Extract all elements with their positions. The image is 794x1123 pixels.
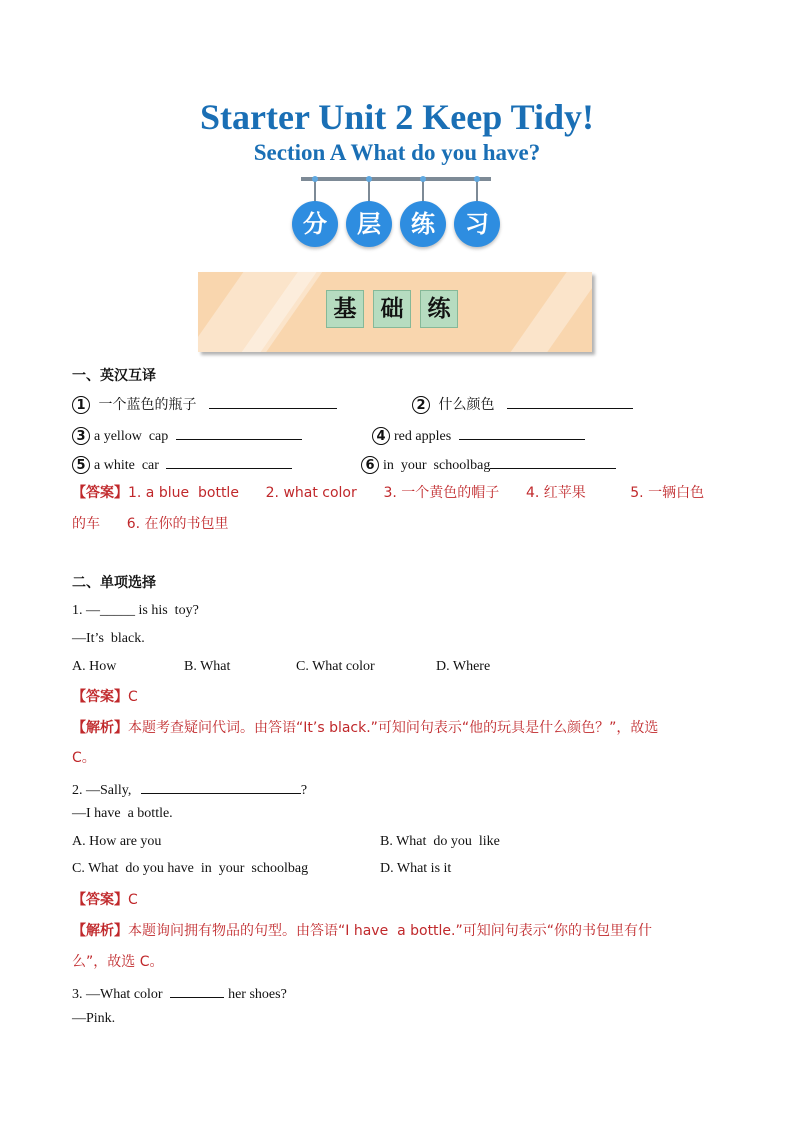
answer-value: C [128, 689, 138, 705]
option-a[interactable]: A. How [72, 659, 117, 674]
question-stem [72, 779, 307, 799]
page-subtitle: Section A What do you have? [253, 140, 541, 165]
answer-line [72, 686, 138, 706]
answer-text-cont: 的车 6. 在你的书包里 [72, 516, 229, 532]
option-d[interactable]: D. Where [436, 659, 491, 674]
item-text: red apples [394, 429, 452, 444]
item-text: in your schoolbag [383, 458, 491, 473]
analysis-text: 本题考查疑问代词。由答语“It’s black.”可知问句表示“他的玩具是什么颜色？”，故选 [128, 720, 659, 736]
item-3 [72, 425, 302, 445]
answer-blank[interactable] [166, 454, 292, 469]
stem-text-end: ? [300, 783, 308, 798]
item-2 [412, 394, 633, 414]
answer-value: C [128, 892, 138, 908]
item-text: a white car [94, 458, 159, 473]
badge-hanger-bar [301, 177, 491, 181]
question-stem: 1. —_____ is his toy? [72, 603, 199, 618]
answer-blank[interactable] [490, 454, 616, 469]
answer-line [72, 482, 704, 502]
answer-blank[interactable] [176, 425, 302, 440]
badge-char: 层 [346, 201, 392, 247]
section-banner [198, 272, 592, 352]
item-number: 5 [72, 456, 90, 474]
item-6 [361, 454, 616, 474]
section-heading: 二、单项选择 [72, 575, 156, 591]
item-number: 6 [361, 456, 379, 474]
option-b[interactable]: B. What do you like [380, 834, 500, 849]
analysis-text: 本题询问拥有物品的句型。由答语“I have a bottle.”可知问句表示“你的书包里有什 [128, 923, 653, 939]
item-text: a yellow cap [94, 429, 169, 444]
answer-line [72, 889, 138, 909]
answer-blank[interactable] [209, 394, 337, 409]
badge-char: 分 [292, 201, 338, 247]
item-number: 3 [72, 427, 90, 445]
answer-blank[interactable] [170, 983, 224, 998]
page-title: Starter Unit 2 Keep Tidy! [200, 97, 594, 137]
answer-label: 【答案】 [72, 689, 128, 705]
hanger-dot [474, 176, 480, 182]
item-number: 4 [372, 427, 390, 445]
stem-text: 2. —Sally, [72, 783, 132, 798]
question-reply: —It’s black. [72, 631, 145, 646]
question-stem [72, 983, 287, 1003]
hanger-dot [366, 176, 372, 182]
banner-stripe [473, 272, 592, 352]
analysis-line [72, 717, 658, 737]
item-number: 2 [412, 396, 430, 414]
answer-blank[interactable] [507, 394, 633, 409]
option-b[interactable]: B. What [184, 659, 231, 674]
stem-text-end: her shoes? [228, 987, 287, 1002]
option-c[interactable]: C. What color [296, 659, 375, 674]
banner-char: 础 [373, 290, 411, 328]
option-c[interactable]: C. What do you have in your schoolbag [72, 861, 309, 876]
hanger-dot [420, 176, 426, 182]
answer-label: 【答案】 [72, 892, 128, 908]
analysis-text-cont: 么”，故选 C。 [72, 954, 164, 970]
item-5 [72, 454, 292, 474]
banner-char: 基 [326, 290, 364, 328]
item-text: 什么颜色 [438, 397, 495, 413]
item-1 [72, 394, 337, 414]
badge-char: 习 [454, 201, 500, 247]
answer-label: 【答案】 [72, 485, 128, 501]
answer-blank[interactable] [141, 779, 301, 794]
hanger-dot [312, 176, 318, 182]
answer-blank[interactable] [459, 425, 585, 440]
analysis-label: 【解析】 [72, 720, 128, 736]
option-d[interactable]: D. What is it [380, 861, 452, 876]
item-4 [372, 425, 585, 445]
stem-text: 3. —What color [72, 987, 163, 1002]
analysis-label: 【解析】 [72, 923, 128, 939]
section-heading: 一、英汉互译 [72, 368, 156, 384]
item-number: 1 [72, 396, 90, 414]
banner-char: 练 [420, 290, 458, 328]
item-text: 一个蓝色的瓶子 [98, 397, 197, 413]
question-reply: —I have a bottle. [72, 806, 173, 821]
answer-text: 1. a blue bottle 2. what color 3. 一个黄色的帽子 4. 红苹果 5. 一辆白色 [128, 485, 705, 501]
option-a[interactable]: A. How are you [72, 834, 162, 849]
question-reply: —Pink. [72, 1011, 116, 1026]
badge-char: 练 [400, 201, 446, 247]
analysis-text-cont: C。 [72, 750, 96, 766]
analysis-line [72, 920, 652, 940]
